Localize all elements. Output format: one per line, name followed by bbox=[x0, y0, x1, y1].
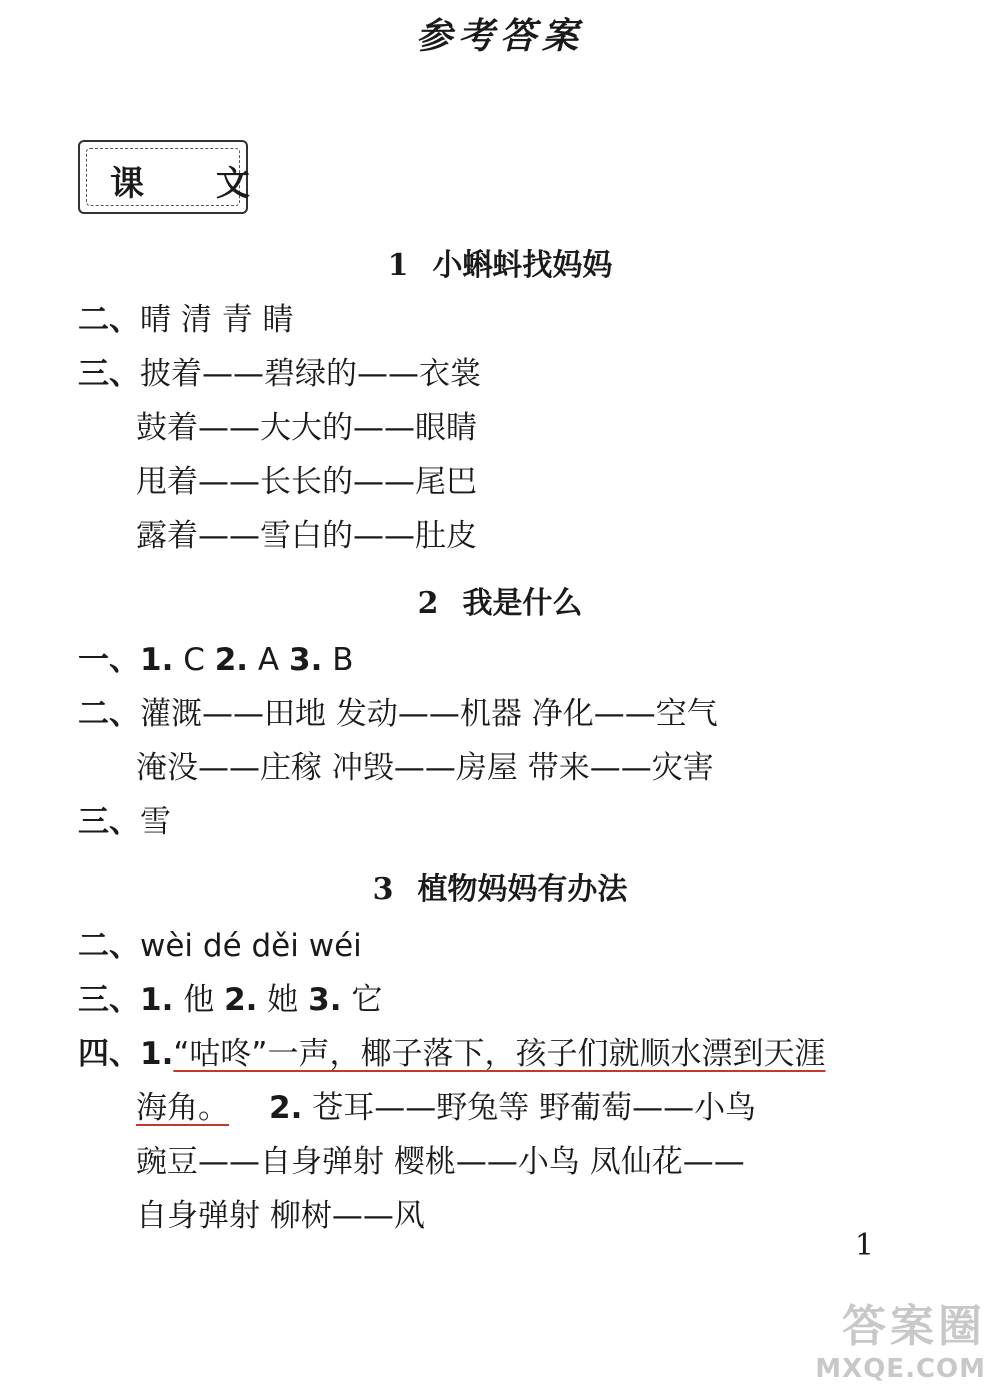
lesson-1-q3-line-4: 露着——雪白的——肚皮 bbox=[136, 518, 477, 554]
lesson-3-heading bbox=[0, 864, 1000, 908]
answer-text: 苍耳——野兔等 野葡萄——小鸟 bbox=[302, 1090, 757, 1126]
item-number: 1. bbox=[140, 982, 174, 1018]
page-title: 参考答案 bbox=[415, 15, 584, 57]
lesson-3-number: 3 bbox=[372, 872, 394, 907]
lesson-2-title: 我是什么 bbox=[462, 586, 583, 621]
answer-text: 灌溉——田地 发动——机器 净化——空气 bbox=[140, 696, 718, 732]
answer-text: A bbox=[248, 642, 289, 678]
answer-text: C bbox=[173, 642, 215, 678]
underlined-answer: 海角。 bbox=[136, 1090, 229, 1126]
item-number: 2. bbox=[224, 982, 258, 1018]
lesson-3-q3 bbox=[78, 980, 382, 1020]
lesson-3-q2 bbox=[78, 926, 362, 966]
item-number: 2. bbox=[214, 642, 249, 678]
lesson-3-title: 植物妈妈有办法 bbox=[417, 872, 628, 907]
answer-text: 雪 bbox=[140, 804, 171, 840]
question-label: 一、 bbox=[78, 642, 140, 678]
lesson-1-q3 bbox=[78, 354, 481, 394]
lesson-2-number: 2 bbox=[417, 586, 439, 621]
answer-text: 他 bbox=[173, 982, 225, 1018]
lesson-1-q2 bbox=[78, 300, 294, 340]
lesson-2-q2 bbox=[78, 694, 718, 734]
lesson-1-q3-line-3: 甩着——长长的——尾巴 bbox=[136, 464, 477, 500]
item-number: 1. bbox=[140, 642, 174, 678]
lesson-2-q1 bbox=[78, 640, 353, 680]
lesson-2-heading bbox=[0, 578, 1000, 622]
lesson-1-title: 小蝌蚪找妈妈 bbox=[432, 248, 613, 283]
watermark bbox=[815, 1290, 986, 1384]
answer-text: 她 bbox=[257, 982, 309, 1018]
answer-text: wèi dé děi wéi bbox=[140, 928, 362, 964]
lesson-3-q4-line-3: 豌豆——自身弹射 樱桃——小鸟 凤仙花—— bbox=[136, 1144, 745, 1180]
question-label: 二、 bbox=[78, 302, 140, 338]
item-number: 1. bbox=[140, 1036, 174, 1072]
page-number: 1 bbox=[854, 1228, 874, 1263]
question-label: 三、 bbox=[78, 356, 140, 392]
question-label: 三、 bbox=[78, 804, 140, 840]
answer-text: 披着——碧绿的——衣裳 bbox=[140, 356, 481, 392]
lesson-2-q3 bbox=[78, 802, 171, 842]
question-label: 二、 bbox=[78, 928, 140, 964]
lesson-3-q4 bbox=[78, 1034, 825, 1074]
answer-text: 它 bbox=[341, 982, 383, 1018]
watermark-url: MXQE.COM bbox=[815, 1354, 986, 1384]
question-label: 四、 bbox=[78, 1036, 140, 1072]
answer-text: 晴 清 青 睛 bbox=[140, 302, 294, 338]
section-label: 课 文 bbox=[110, 164, 280, 204]
underlined-answer: “咕咚”一声，椰子落下，孩子们就顺水漂到天涯 bbox=[173, 1036, 826, 1072]
lesson-3-q4-line-4: 自身弹射 柳树——风 bbox=[136, 1198, 425, 1234]
item-number: 2. bbox=[269, 1090, 303, 1126]
item-number: 3. bbox=[308, 982, 342, 1018]
lesson-3-q4-line-2 bbox=[136, 1088, 756, 1128]
lesson-1-q3-line-2: 鼓着——大大的——眼睛 bbox=[136, 410, 477, 446]
item-number: 3. bbox=[289, 642, 323, 678]
question-label: 二、 bbox=[78, 696, 140, 732]
watermark-logo-text: 答案圈 bbox=[842, 1301, 986, 1352]
lesson-2-q2-line-2: 淹没——庄稼 冲毁——房屋 带来——灾害 bbox=[136, 750, 714, 786]
question-label: 三、 bbox=[78, 982, 140, 1018]
answer-text: B bbox=[322, 642, 354, 678]
lesson-1-heading bbox=[0, 240, 1000, 284]
lesson-1-number: 1 bbox=[387, 248, 409, 283]
section-box bbox=[78, 140, 280, 214]
